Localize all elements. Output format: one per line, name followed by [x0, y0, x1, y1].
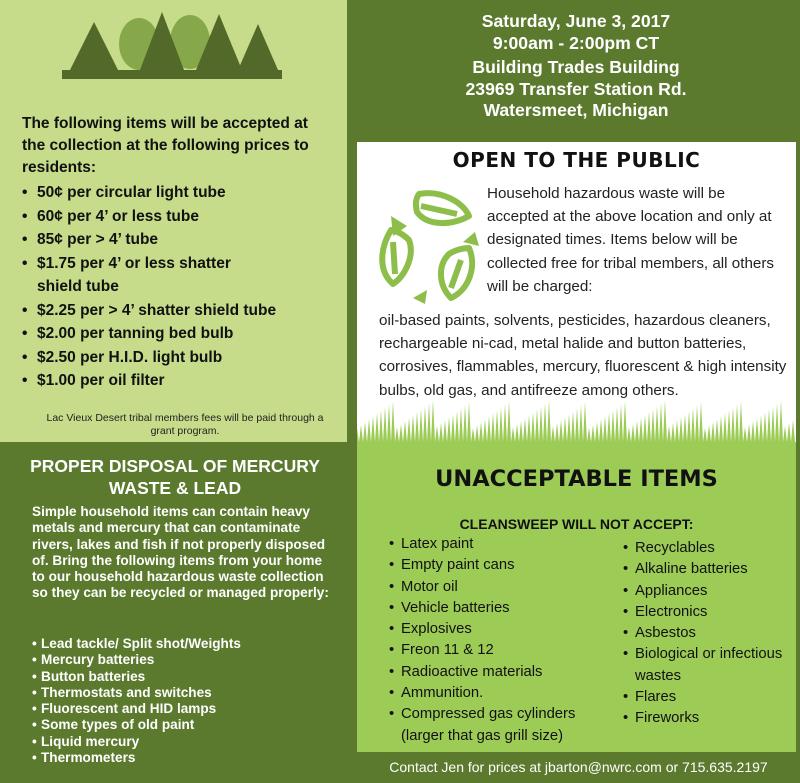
- public-accepted-items: oil-based paints, solvents, pesticides, hazardous cleaners, rechargeable ni-cad, metal halide and button batteries, corrosives, flammables, mercury, fluorescent & high intensity bulbs, old gas, and antifreeze among others.: [379, 312, 787, 399]
- mercury-section-title: PROPER DISPOSAL OF MERCURY WASTE & LEAD: [30, 456, 320, 498]
- grass-blades: [357, 400, 796, 442]
- unacceptable-subtitle: CLEANSWEEP WILL NOT ACCEPT:: [459, 516, 694, 532]
- unacceptable-item: • Freon 11 & 12: [389, 640, 609, 661]
- unacceptable-item: • Flares: [623, 687, 793, 708]
- unacceptable-item: • Empty paint cans: [389, 555, 609, 576]
- unacceptable-title: UNACCEPTABLE ITEMS: [435, 466, 718, 492]
- unacceptable-list-right: [623, 538, 793, 730]
- event-details: [352, 11, 800, 122]
- unacceptable-item: • Alkaline batteries: [623, 559, 793, 580]
- unacceptable-item: • Appliances: [623, 581, 793, 602]
- public-title: OPEN TO THE PUBLIC: [452, 148, 701, 172]
- price-item: • $2.25 per > 4’ shatter shield tube: [22, 299, 342, 323]
- mercury-item: • Mercury batteries: [32, 652, 332, 668]
- unacceptable-item: • Motor oil: [389, 577, 609, 598]
- mercury-item: • Thermostats and switches: [32, 685, 332, 701]
- price-item: • 85¢ per > 4’ tube: [22, 228, 342, 252]
- price-item: • $1.00 per oil filter: [22, 369, 342, 393]
- mercury-description: Simple household items can contain heavy metals and mercury that can contaminate rivers, lakes and fish if not properly disposed of. Bring the following items from your home to our household hazardous waste collection so they can be recycled or managed properly:: [32, 504, 329, 601]
- unacceptable-item: • Electronics: [623, 602, 793, 623]
- public-panel: [357, 142, 796, 442]
- contact-footer: Contact Jen for prices at jbarton@nwrc.com or 715.635.2197: [389, 759, 768, 775]
- unacceptable-item: • Radioactive materials: [389, 662, 609, 683]
- mercury-item: • Some types of old paint: [32, 717, 332, 733]
- price-item: • 50¢ per circular light tube: [22, 181, 342, 205]
- public-intro: Household hazardous waste will be accepted at the above location and only at designated times. Items below will be collected free for tribal members, all others will be charged:: [487, 185, 774, 295]
- recycle-leaves-icon: [371, 186, 489, 306]
- unacceptable-list-left: [389, 534, 609, 747]
- price-item: • $2.50 per H.I.D. light bulb: [22, 346, 342, 370]
- event-venue: Building Trades Building: [472, 57, 680, 77]
- unacceptable-item: • Fireworks: [623, 708, 793, 729]
- unacceptable-item: • Ammunition.: [389, 683, 609, 704]
- event-date: Saturday, June 3, 2017: [481, 11, 671, 31]
- unacceptable-item: • Vehicle batteries: [389, 598, 609, 619]
- prices-intro: The following items will be accepted at the collection at the following prices to residents:: [22, 115, 309, 176]
- event-street: 23969 Transfer Station Rd.: [465, 78, 687, 99]
- event-time: 9:00am - 2:00pm CT: [492, 32, 660, 53]
- tribal-fee-note: Lac Vieux Desert tribal members fees will be paid through a grant program.: [46, 412, 324, 437]
- grass-decoration: [357, 386, 796, 442]
- unacceptable-item: • Asbestos: [623, 623, 793, 644]
- mercury-item: • Lead tackle/ Split shot/Weights: [32, 636, 332, 652]
- unacceptable-item: • Biological or infectious wastes: [623, 644, 793, 687]
- event-city: Watersmeet, Michigan: [483, 100, 669, 120]
- unacceptable-item: • Latex paint: [389, 534, 609, 555]
- mercury-items-list: [32, 636, 332, 766]
- unacceptable-panel: [357, 442, 796, 752]
- unacceptable-item: • Recyclables: [623, 538, 793, 559]
- unacceptable-item: • Explosives: [389, 619, 609, 640]
- mercury-item: • Liquid mercury: [32, 734, 332, 750]
- price-item: • 60¢ per 4’ or less tube: [22, 205, 342, 229]
- mercury-item: • Fluorescent and HID lamps: [32, 701, 332, 717]
- price-item: • $1.75 per 4’ or less shatter shield tube: [22, 252, 259, 299]
- mercury-item: • Thermometers: [32, 750, 332, 766]
- prices-list: [22, 181, 342, 393]
- unacceptable-item: • Compressed gas cylinders (larger that gas grill size): [389, 704, 609, 747]
- price-item: • $2.00 per tanning bed bulb: [22, 322, 342, 346]
- mercury-item: • Button batteries: [32, 669, 332, 685]
- pine-trees-icon: [62, 8, 282, 82]
